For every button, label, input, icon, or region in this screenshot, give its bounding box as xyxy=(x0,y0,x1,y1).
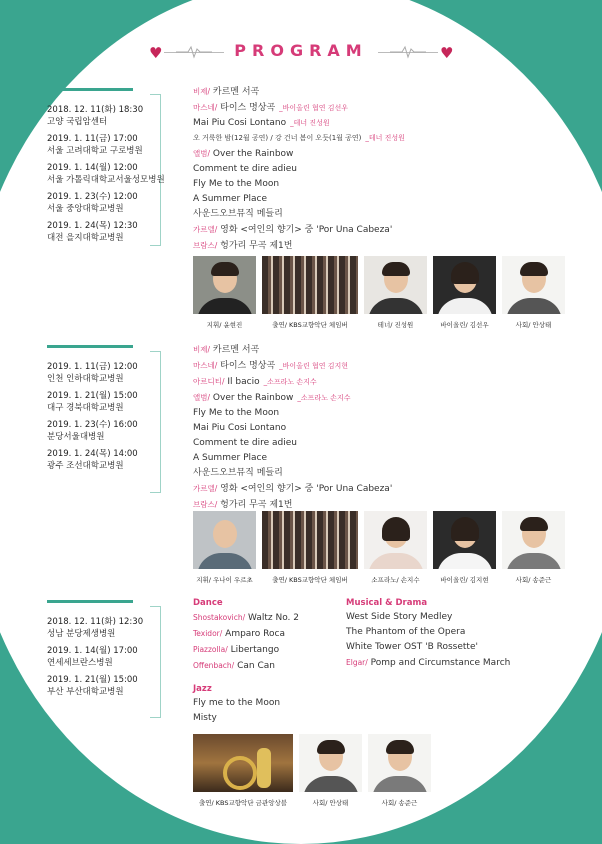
piece-title: Il bacio xyxy=(227,377,260,387)
schedule-item xyxy=(47,390,177,414)
schedule-place: 광주 조선대학교병원 xyxy=(47,461,124,471)
schedule-date: 2019. 1. 23(수) 12:00 xyxy=(47,192,138,202)
schedule-item xyxy=(47,674,177,698)
piece-title: Fly Me to the Moon xyxy=(193,179,280,189)
composer: 가르델/ xyxy=(193,484,218,493)
photo-card xyxy=(193,734,293,807)
host-photo xyxy=(502,256,565,314)
piece-title: White Tower OST 'B Rossette' xyxy=(346,642,478,652)
photo-card xyxy=(364,511,427,584)
schedule-date: 2019. 1. 14(월) 17:00 xyxy=(47,646,138,656)
piece-title: Comment te dire adieu xyxy=(193,164,297,174)
schedule-date: 2019. 1. 23(수) 16:00 xyxy=(47,420,138,430)
program-line xyxy=(193,192,573,207)
composer: 앨범/ xyxy=(193,149,211,158)
performer: _바이올린 협연 김선우 xyxy=(279,104,348,112)
tenor-photo xyxy=(364,256,427,314)
orchestra-photo xyxy=(262,511,358,569)
brass-ensemble-photo xyxy=(193,734,293,792)
violinist-photo xyxy=(433,511,496,569)
photo-caption: 지휘/ 우나이 우르초 xyxy=(196,576,253,584)
program-section-1 xyxy=(0,88,602,328)
piece-title: A Summer Place xyxy=(193,194,267,204)
piece-title: 타이스 명상곡 xyxy=(220,361,276,371)
program-line xyxy=(193,436,573,451)
program-line xyxy=(193,100,573,116)
photo-card xyxy=(193,511,256,584)
performer: _테너 진성원 xyxy=(365,134,405,142)
photo-caption: 출연/ KBS교향악단 체임버 xyxy=(272,576,348,584)
performer: _소프라노 손지수 xyxy=(263,378,317,386)
photo-caption: 사회/ 안상태 xyxy=(515,321,552,329)
schedule-date: 2019. 1. 21(월) 15:00 xyxy=(47,391,138,401)
schedule-list xyxy=(47,361,177,477)
piece-title: 헝가리 무곡 제1번 xyxy=(220,500,293,510)
schedule-item xyxy=(47,616,177,640)
program-line xyxy=(193,146,573,162)
photo-caption: 테너/ 진성원 xyxy=(377,321,414,329)
piece-title: Mai Piu Cosi Lontano xyxy=(193,423,287,433)
program-list xyxy=(193,596,343,726)
piece-title: 영화 <여인의 향기> 중 'Por Una Cabeza' xyxy=(220,225,393,235)
composer: 앨범/ xyxy=(193,393,211,402)
program-line xyxy=(346,655,586,671)
program-list xyxy=(193,342,573,513)
composer: Elgar/ xyxy=(346,658,368,667)
piece-title: 카르멘 서곡 xyxy=(212,87,260,97)
composer: Shostakovich/ xyxy=(193,613,246,622)
program-line xyxy=(193,116,573,131)
composer: 브람스/ xyxy=(193,500,218,509)
schedule-place: 대전 을지대학교병원 xyxy=(47,233,124,243)
photo-card xyxy=(433,256,496,329)
schedule-place: 서울 고려대학교 구로병원 xyxy=(47,146,143,156)
photo-caption: 사회/ 안상태 xyxy=(312,799,349,807)
photo-caption: 바이올린/ 김지현 xyxy=(440,576,489,584)
schedule-list xyxy=(47,104,177,249)
piece-title: Waltz No. 2 xyxy=(248,613,299,623)
piece-title: 헝가리 무곡 제1번 xyxy=(220,241,293,251)
program-section-2 xyxy=(0,345,602,585)
performer: _소프라노 손지수 xyxy=(297,394,351,402)
piece-title: Over the Rainbow xyxy=(212,149,294,159)
program-header xyxy=(0,38,602,68)
schedule-date: 2019. 1. 21(월) 15:00 xyxy=(47,675,138,685)
composer: Piazzolla/ xyxy=(193,645,228,654)
piece-title: Libertango xyxy=(230,645,280,655)
schedule-place: 고양 국립암센터 xyxy=(47,117,108,127)
program-line xyxy=(193,466,573,481)
category-heading: Musical & Drama xyxy=(346,598,428,608)
program-line xyxy=(193,374,573,390)
orchestra-photo xyxy=(262,256,358,314)
photo-card xyxy=(364,256,427,329)
program-line xyxy=(193,84,573,100)
composer: 비제/ xyxy=(193,345,211,354)
schedule-place: 서울 가톨릭대학교서울성모병원 xyxy=(47,175,165,185)
program-line xyxy=(193,342,573,358)
piece-title: A Summer Place xyxy=(193,453,267,463)
heart-icon-left: ♥ xyxy=(149,44,163,62)
category-heading: Dance xyxy=(193,598,223,608)
program-line xyxy=(193,177,573,192)
schedule-place: 대구 경북대학교병원 xyxy=(47,403,124,413)
schedule-place: 성남 분당제생병원 xyxy=(47,629,116,639)
schedule-item xyxy=(47,448,177,472)
photo-card xyxy=(502,256,565,329)
piece-title: The Phantom of the Opera xyxy=(346,627,466,637)
photo-card xyxy=(502,511,565,584)
composer: 아르디티/ xyxy=(193,377,225,386)
schedule-place: 부산 부산대학교병원 xyxy=(47,687,124,697)
schedule-item xyxy=(47,162,177,186)
piece-title: Misty xyxy=(193,713,217,723)
host-photo xyxy=(368,734,431,792)
photo-card xyxy=(262,511,358,584)
section-bar xyxy=(47,600,133,603)
photo-card xyxy=(299,734,362,807)
schedule-date: 2019. 1. 11(금) 17:00 xyxy=(47,134,138,144)
program-line xyxy=(193,222,573,238)
program-line xyxy=(193,207,573,222)
performer-photos xyxy=(193,734,431,807)
program-line xyxy=(193,406,573,421)
program-line xyxy=(346,640,586,655)
photo-card xyxy=(193,256,256,329)
schedule-date: 2018. 12. 11(화) 18:30 xyxy=(47,105,144,115)
schedule-list xyxy=(47,616,177,703)
section-bar xyxy=(47,345,133,348)
schedule-date: 2019. 1. 11(금) 12:00 xyxy=(47,362,138,372)
photo-caption: 사회/ 송준근 xyxy=(515,576,552,584)
pulse-icon-right xyxy=(390,45,426,59)
composer: Offenbach/ xyxy=(193,661,235,670)
schedule-date: 2019. 1. 24(목) 12:30 xyxy=(47,221,138,231)
program-line xyxy=(193,451,573,466)
program-list xyxy=(193,84,573,254)
composer: 비제/ xyxy=(193,87,211,96)
program-line xyxy=(193,358,573,374)
page-title: PROGRAM xyxy=(234,41,368,60)
photo-card xyxy=(368,734,431,807)
composer: Texidor/ xyxy=(193,629,223,638)
piece-title: 타이스 명상곡 xyxy=(220,103,276,113)
category-heading: Jazz xyxy=(193,684,212,694)
piece-title: Fly Me to the Moon xyxy=(193,408,280,418)
schedule-item xyxy=(47,645,177,669)
program-line xyxy=(193,696,343,711)
program-line xyxy=(346,610,586,625)
performer: _바이올린 협연 김지현 xyxy=(279,362,348,370)
piece-title: Can Can xyxy=(237,661,275,671)
schedule-item xyxy=(47,419,177,443)
composer: 브람스/ xyxy=(193,241,218,250)
performer-photos xyxy=(193,511,565,584)
photo-caption: 출연/ KBS교향악단 체임버 xyxy=(272,321,348,329)
piece-title: Amparo Roca xyxy=(225,629,285,639)
program-line xyxy=(193,658,343,674)
piece-title: Fly me to the Moon xyxy=(193,698,281,708)
program-line xyxy=(193,131,573,146)
schedule-item xyxy=(47,133,177,157)
schedule-place: 연세세브란스병원 xyxy=(47,658,113,668)
schedule-date: 2019. 1. 14(월) 12:00 xyxy=(47,163,138,173)
schedule-place: 분당서울대병원 xyxy=(47,432,105,442)
performer-photos xyxy=(193,256,565,329)
piece-title: 카르멘 서곡 xyxy=(212,345,260,355)
piece-title: West Side Story Medley xyxy=(346,612,453,622)
schedule-date: 2018. 12. 11(화) 12:30 xyxy=(47,617,144,627)
photo-card xyxy=(433,511,496,584)
photo-caption: 출연/ KBS교향악단 금관앙상블 xyxy=(198,799,288,807)
photo-card xyxy=(262,256,358,329)
program-line xyxy=(193,421,573,436)
program-line xyxy=(346,625,586,640)
photo-caption: 사회/ 송준근 xyxy=(381,799,418,807)
piece-title: Pomp and Circumstance March xyxy=(370,658,511,668)
program-line xyxy=(193,711,343,726)
program-line xyxy=(193,626,343,642)
photo-caption: 지휘/ 윤현진 xyxy=(206,321,243,329)
photo-caption: 소프라노/ 손지수 xyxy=(371,576,420,584)
schedule-item xyxy=(47,220,177,244)
program-line xyxy=(193,642,343,658)
piece-title: 사운드오브뮤직 메들리 xyxy=(193,209,283,219)
schedule-item xyxy=(47,191,177,215)
piece-title: Over the Rainbow xyxy=(212,393,294,403)
schedule-date: 2019. 1. 24(목) 14:00 xyxy=(47,449,138,459)
violinist-photo xyxy=(433,256,496,314)
schedule-item xyxy=(47,104,177,128)
soprano-photo xyxy=(364,511,427,569)
conductor-photo xyxy=(193,511,256,569)
program-section-3 xyxy=(0,600,602,830)
section-bar xyxy=(47,88,133,91)
schedule-place: 서울 중앙대학교병원 xyxy=(47,204,124,214)
piece-title: 영화 <여인의 향기> 중 'Por Una Cabeza' xyxy=(220,484,393,494)
host-photo xyxy=(502,511,565,569)
program-line xyxy=(193,238,573,254)
composer: 마스네/ xyxy=(193,361,218,370)
program-line xyxy=(193,481,573,497)
composer: 마스네/ xyxy=(193,103,218,112)
host-photo xyxy=(299,734,362,792)
piece-title: Mai Piu Cosi Lontano xyxy=(193,118,287,128)
program-list-musical xyxy=(346,596,586,671)
heart-icon-right: ♥ xyxy=(440,44,454,62)
photo-caption: 바이올린/ 김선우 xyxy=(440,321,489,329)
composer: 가르델/ xyxy=(193,225,218,234)
piece-title: 사운드오브뮤직 메들리 xyxy=(193,468,283,478)
schedule-item xyxy=(47,361,177,385)
piece-title: Comment te dire adieu xyxy=(193,438,297,448)
pulse-icon-left xyxy=(176,45,212,59)
schedule-place: 인천 인하대학교병원 xyxy=(47,374,124,384)
program-line xyxy=(193,610,343,626)
conductor-photo xyxy=(193,256,256,314)
performer: _테너 진성원 xyxy=(290,119,330,127)
program-line xyxy=(193,390,573,406)
piece-title: 오 거룩한 밤(12월 공연) / 강 건너 봄이 오듯(1월 공연) xyxy=(193,134,362,142)
program-line xyxy=(193,162,573,177)
